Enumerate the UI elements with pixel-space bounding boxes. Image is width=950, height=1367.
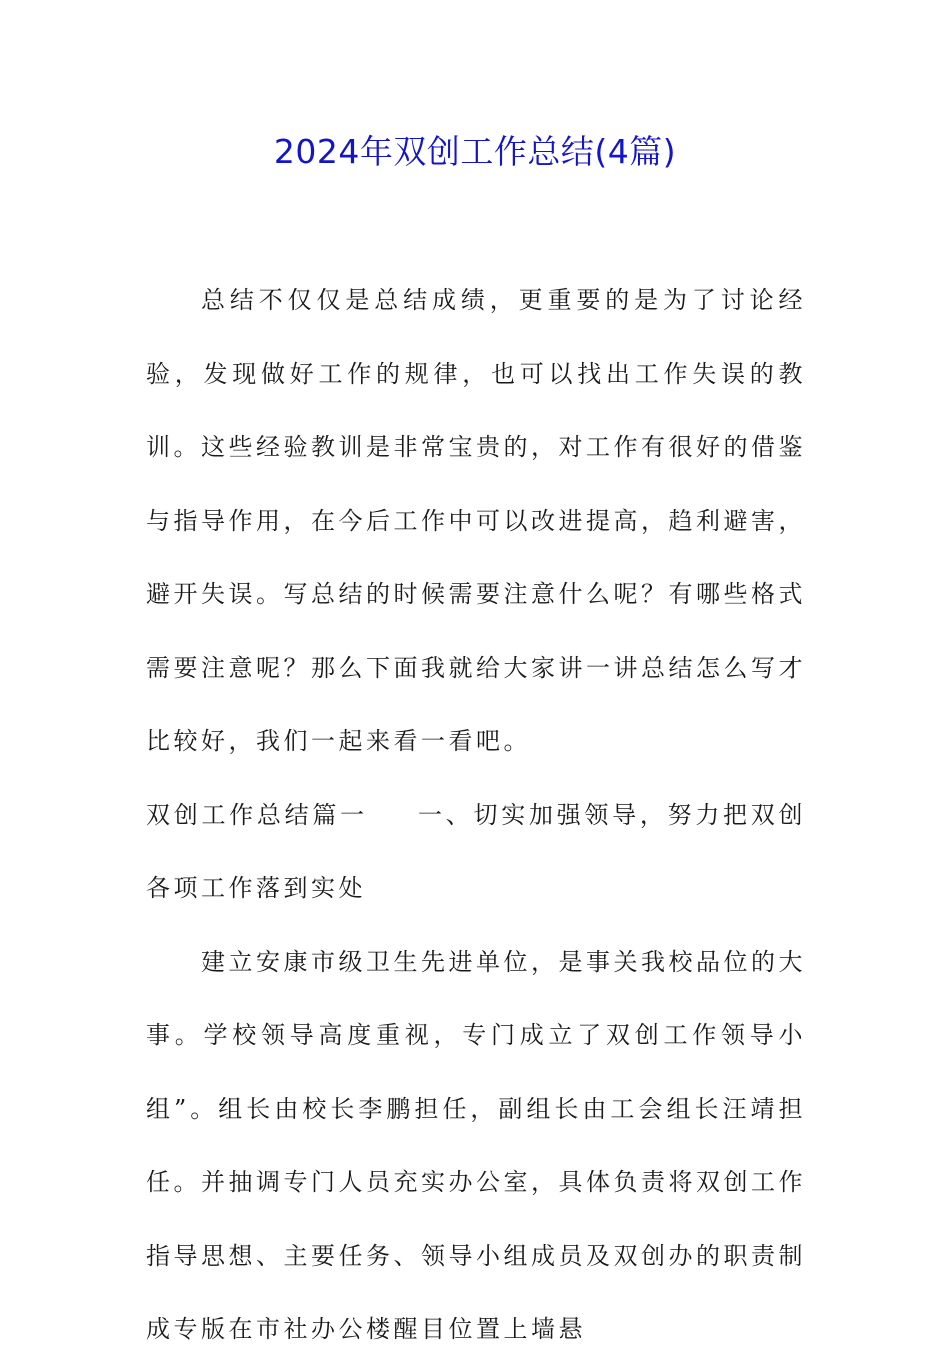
section-heading: 一、切实加强领导，努力把双创各项工作落到实处 (146, 800, 807, 902)
body-paragraph: 建立安康市级卫生先进单位，是事关我校品位的大事。学校领导高度重视，专门成立了双创工作领导小组”。组长由校长李鹏担任，副组长由工会组长汪靖担任。并抽调专门人员充实办公室，具体负责将双创工作指导思想、主要任务、领导小组成员及双创办的职责制成专版在市社办公楼醒目位置上墙悬 (146, 947, 806, 1343)
document-title: 2024年双创工作总结(4篇) (273, 132, 677, 171)
section-heading-line (146, 779, 806, 926)
intro-paragraph: 总结不仅仅是总结成绩，更重要的是为了讨论经验，发现做好工作的规律，也可以找出工作失误的教训。这些经验教训是非常宝贵的，对工作有很好的借鉴与指导作用，在今后工作中可以改进提高，趋利避害，避开失误。写总结的时候需要注意什么呢？有哪些格式需要注意呢？那么下面我就给大家讲一讲总结怎么写才比较好，我们一起来看一看吧。 (146, 286, 806, 755)
document-body (146, 264, 806, 1367)
section-label: 双创工作总结篇一 (146, 800, 368, 829)
